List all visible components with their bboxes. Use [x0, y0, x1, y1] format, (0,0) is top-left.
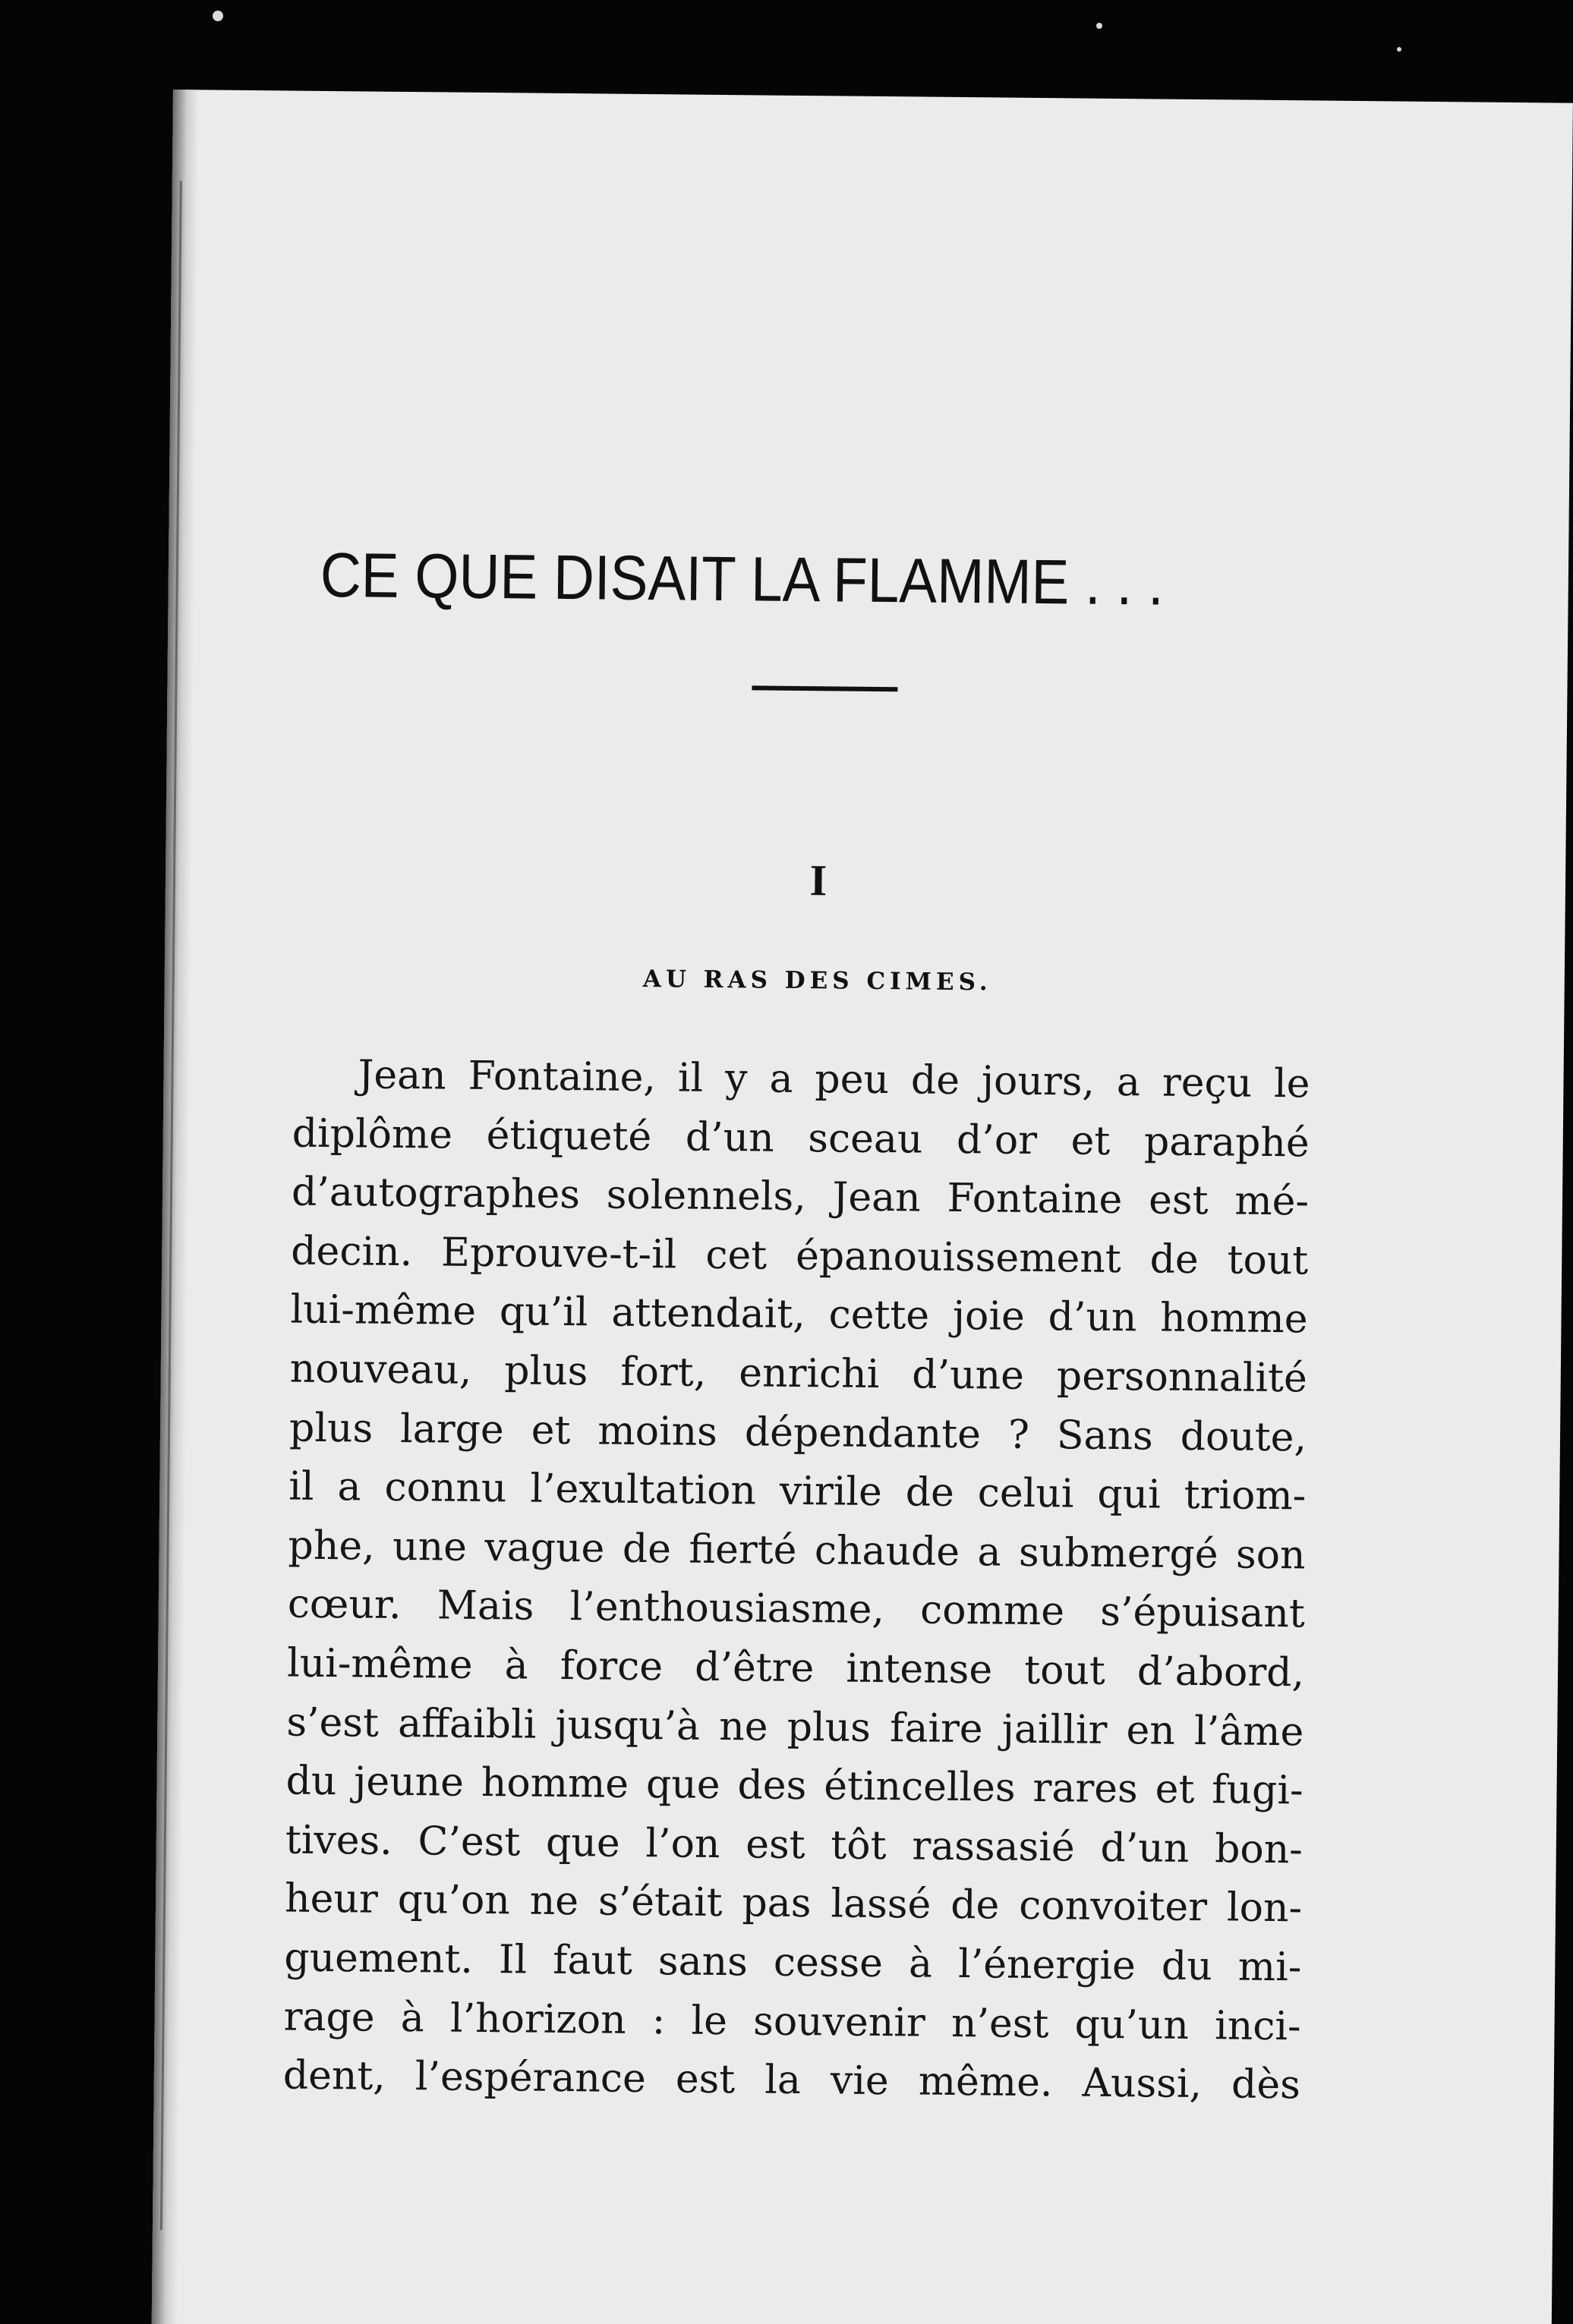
text-line: du jeune homme que des étincelles rares et fugi- [285, 1758, 1303, 1814]
text-line: heur qu’on ne s’était pas lassé de convoiter lon- [284, 1875, 1303, 1932]
text-line: il a connu l’exultation virile de celui qui triom- [288, 1463, 1307, 1519]
text-line: plus large et moins dépendante ? Sans doute, [288, 1405, 1307, 1460]
book-page [152, 90, 1573, 2324]
text-line: rage à l’horizon : le souvenir n’est qu’un inci- [283, 1994, 1301, 2049]
text-line: lui-même à force d’être intense tout d’abord, [286, 1640, 1305, 1696]
text-line: tives. C’est que l’on est tôt rassasié d’un bon- [285, 1817, 1303, 1873]
text-line: d’autographes solennels, Jean Fontaine est mé- [291, 1169, 1310, 1225]
chapter-heading: AU RAS DES CIMES. [642, 965, 992, 997]
title-divider [752, 685, 897, 691]
text-line: lui-même qu’il attendait, cette joie d’un homme [290, 1286, 1308, 1343]
text-line: dent, l’espérance est la vie même. Aussi, dès [282, 2052, 1301, 2108]
text-line: s’est affaibli jusqu’à ne plus faire jaillir en l’âme [286, 1699, 1304, 1755]
text-line: Jean Fontaine, il y a peu de jours, a reçu le [358, 1052, 1310, 1107]
film-speck [213, 11, 223, 21]
text-line: phe, une vague de fierté chaude a submergé son [288, 1523, 1306, 1579]
film-speck [1397, 47, 1401, 52]
text-line: decin. Eprouve-t-il cet épanouissement de tout [291, 1228, 1309, 1284]
body-paragraph [283, 1046, 1310, 2115]
chapter-number: I [809, 855, 827, 905]
text-line: nouveau, plus fort, enrichi d’une personnalité [289, 1346, 1308, 1402]
text-line: cœur. Mais l’enthousiasme, comme s’épuisant [287, 1581, 1306, 1637]
page-gutter-shadow [152, 90, 199, 2324]
text-line: guement. Il faut sans cesse à l’énergie du mi- [284, 1935, 1302, 1991]
page-title: CE QUE DISAIT LA FLAMME . . . [320, 539, 1165, 619]
text-line: diplôme étiqueté d’un sceau d’or et paraphé [292, 1110, 1310, 1167]
film-speck [1096, 23, 1102, 29]
